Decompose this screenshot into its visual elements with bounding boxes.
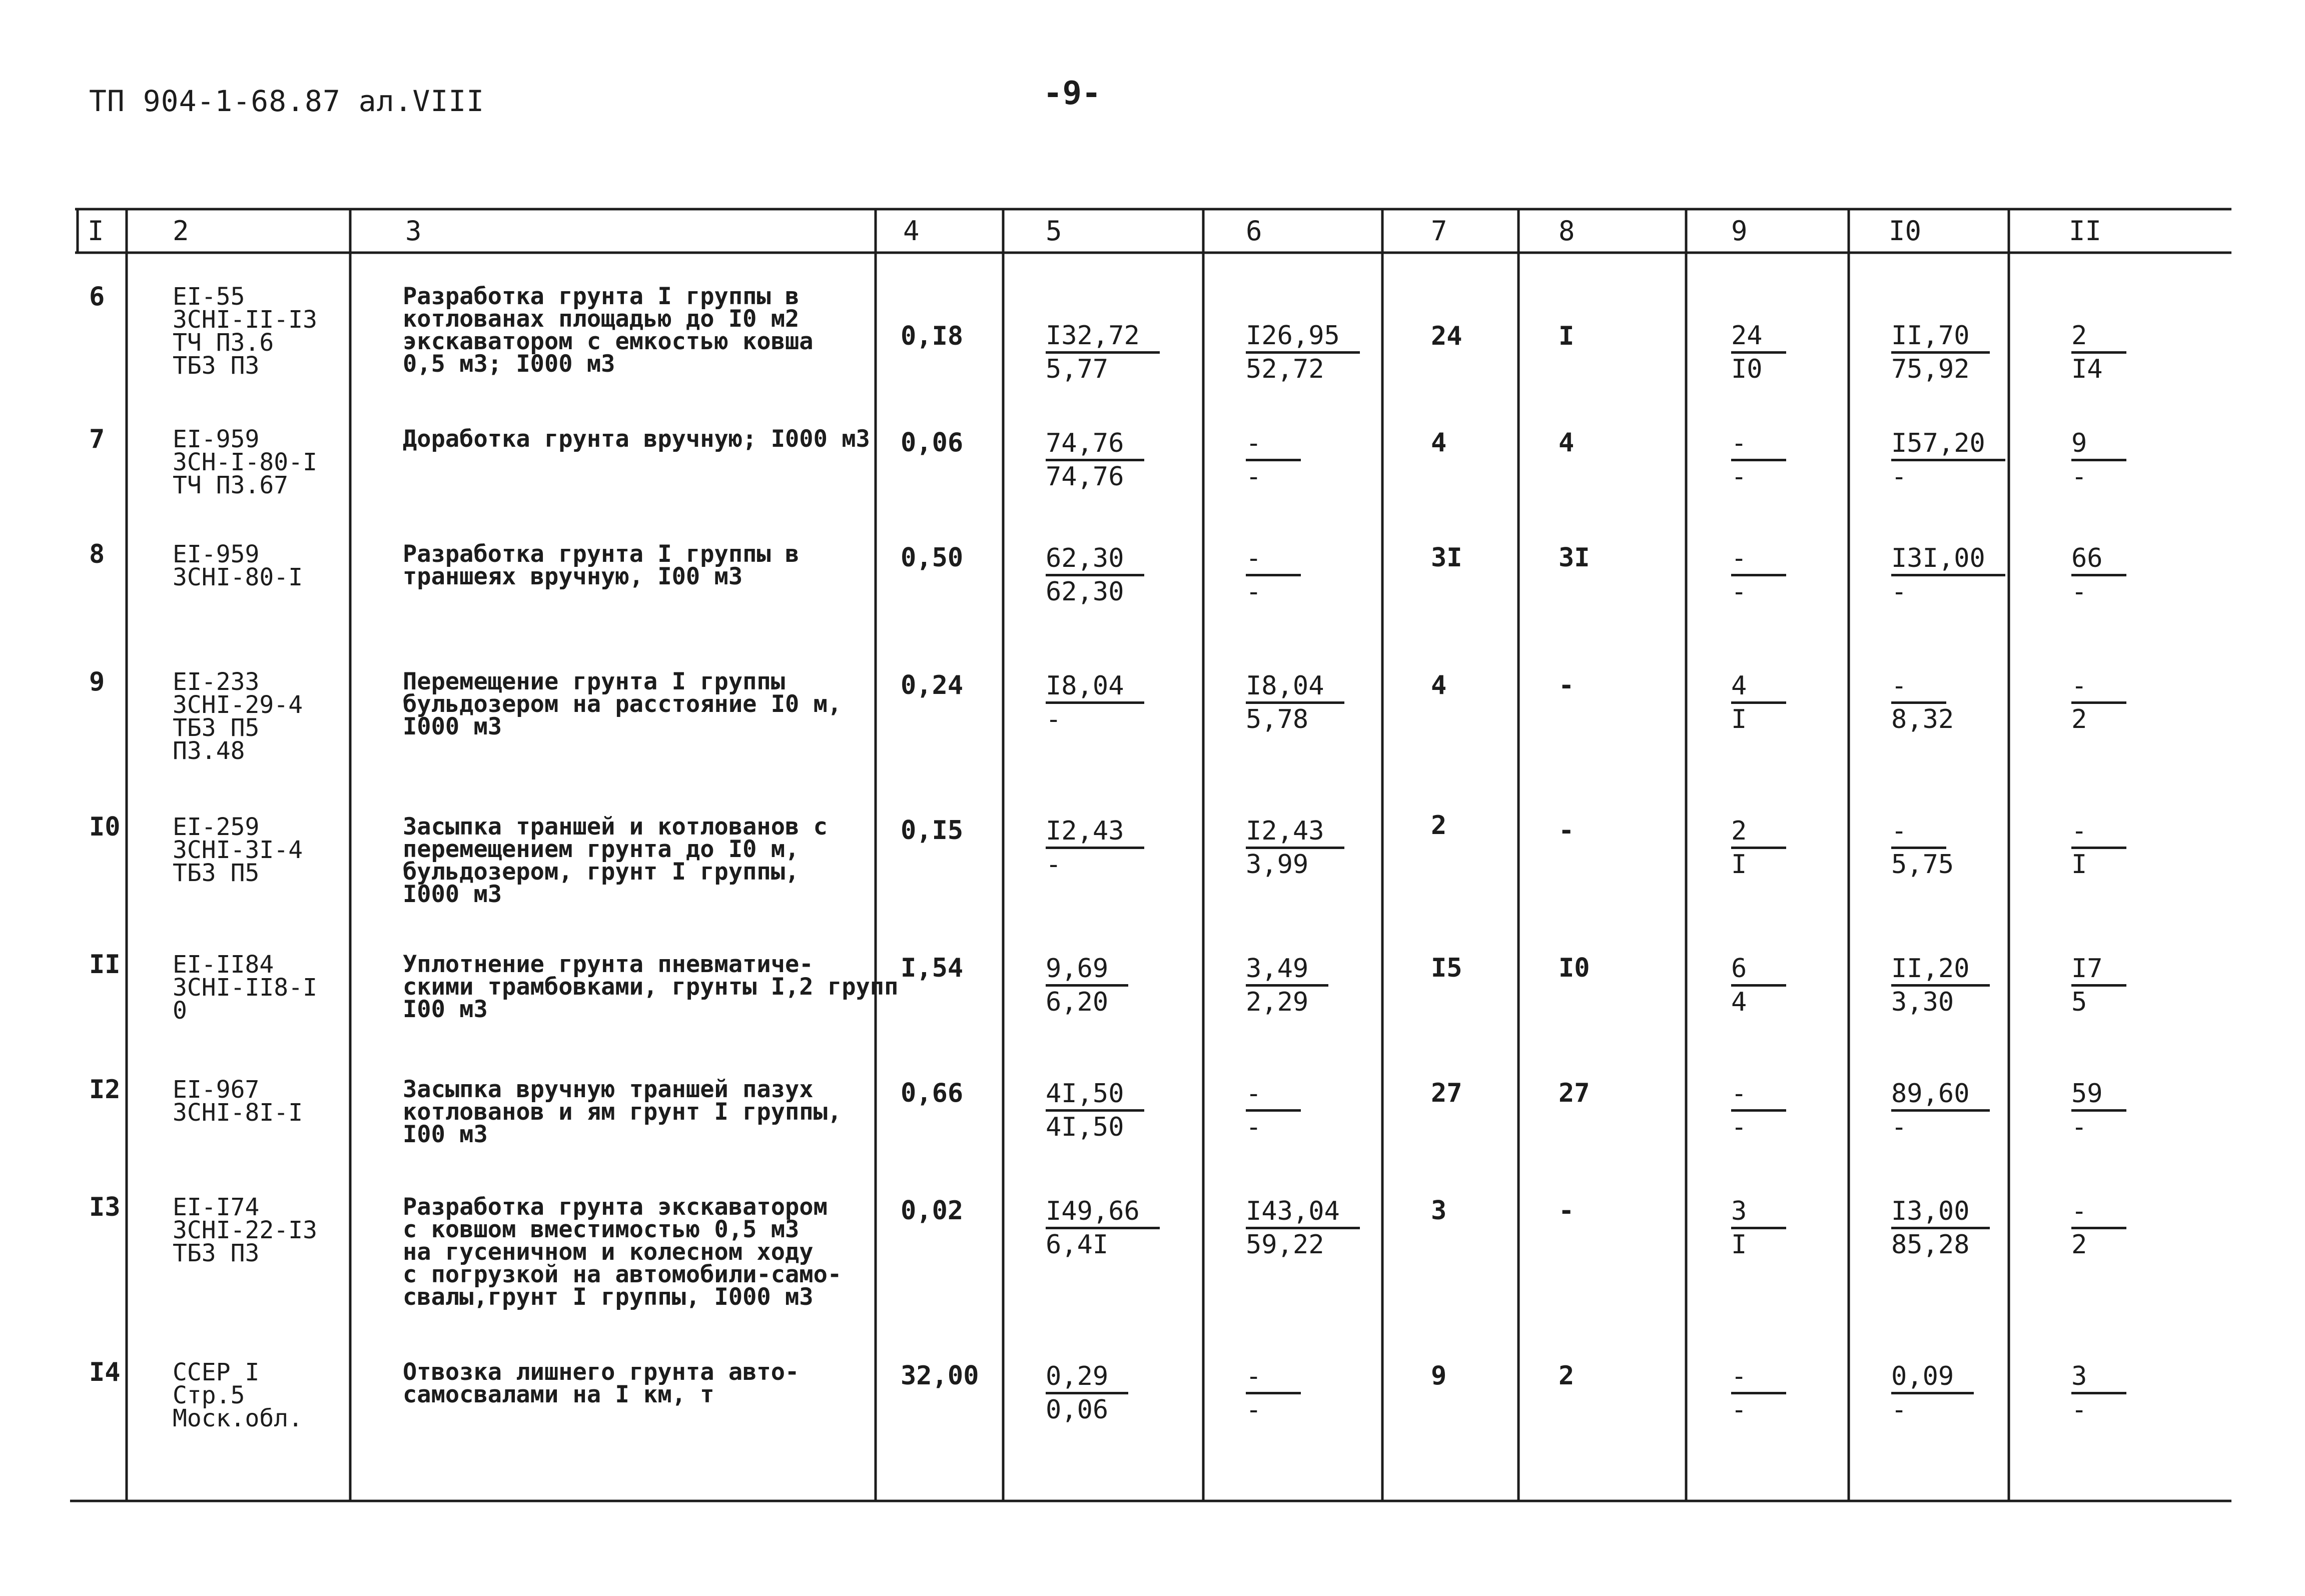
col11-value: 3 -	[2071, 1361, 2126, 1425]
col11-value: - 2	[2071, 670, 2126, 735]
col10-value: $\frac{II,20}{3,30}$	[1891, 953, 1990, 1018]
col5-value: $\frac{62,30}{62,30}$	[1046, 543, 1144, 607]
col10-value: $\frac{II,70}{75,92}$	[1891, 320, 1990, 385]
col10-value: 89,60 -	[1891, 1078, 1990, 1143]
norm-code: EI-55 ЗСНI-II-I3 ТЧ П3.6 ТБ3 П3	[173, 283, 317, 380]
work-description: Засыпка вручную траншей пазух котлованов и ям грунт I группы, I00 м3	[403, 1076, 842, 1148]
col10-value: 0,09 -	[1891, 1361, 1974, 1425]
row-number: 9	[89, 667, 105, 697]
quantity: 0,02	[901, 1196, 964, 1226]
col7-value: I5	[1431, 953, 1462, 983]
col5-value: $\frac{I49,66}{6,4I}$	[1046, 1196, 1160, 1260]
col10-value: $\frac{I3,00}{85,28}$	[1891, 1196, 1990, 1260]
col8-value: -	[1559, 816, 1575, 846]
norm-code: EI-II84 ЗСНI-II8-I 0	[173, 951, 317, 1025]
quantity: 0,I8	[901, 321, 964, 351]
col7-value: 24	[1431, 321, 1462, 351]
col7-value: 3I	[1431, 543, 1462, 573]
col11-value: - 2	[2071, 1196, 2126, 1260]
col11-value: $\frac{2}{I4}$	[2071, 320, 2126, 385]
quantity: I,54	[901, 953, 964, 983]
col9-value: - -	[1731, 543, 1786, 607]
col-header-8: 8	[1559, 215, 1575, 247]
col-header-11: II	[2069, 215, 2102, 247]
col6-value: $\frac{I2,43}{3,99}$	[1246, 816, 1344, 880]
col8-value: 4	[1559, 428, 1575, 458]
col5-value: I2,43 -	[1046, 816, 1144, 880]
col7-value: 4	[1431, 428, 1447, 458]
work-description: Разработка грунта I группы в траншеях вручную, I00 м3	[403, 540, 800, 590]
row-number: I4	[89, 1357, 121, 1387]
col8-value: -	[1559, 1196, 1575, 1226]
norm-code: EI-967 ЗСНI-8I-I	[173, 1076, 303, 1127]
col7-value: 9	[1431, 1361, 1447, 1391]
col-header-4: 4	[903, 215, 920, 247]
work-description: Разработка грунта экскаватором с ковшом вместимостью 0,5 м3 на гусеничном и колесном ходу с погрузкой на автомобили-само- свалы,грунт I группы, I000 м3	[403, 1193, 842, 1311]
col5-value: $\frac{9,69}{6,20}$	[1046, 953, 1128, 1018]
col8-value: I0	[1559, 953, 1590, 983]
document-code: ТП 904-1-68.87 ал.VIII	[89, 84, 485, 118]
col9-value: $\frac{2}{I}$	[1731, 816, 1786, 880]
col7-value: 4	[1431, 670, 1447, 700]
col11-value: 9 -	[2071, 428, 2126, 492]
col5-value: $\frac{I32,72}{5,77}$	[1046, 320, 1160, 385]
col-header-7: 7	[1431, 215, 1447, 247]
col-header-5: 5	[1046, 215, 1062, 247]
row-number: 7	[89, 424, 105, 454]
col-header-3: 3	[405, 215, 422, 247]
quantity: 0,50	[901, 543, 964, 573]
col11-value: - I	[2071, 816, 2126, 880]
quantity: 0,66	[901, 1078, 964, 1108]
col8-value: I	[1559, 321, 1575, 351]
col10-value: - 8,32	[1891, 671, 1954, 734]
col5-value: $\frac{74,76}{74,76}$	[1046, 428, 1144, 492]
col5-value: $\frac{4I,50}{4I,50}$	[1046, 1078, 1144, 1143]
work-description: Уплотнение грунта пневматиче- скими трамбовками, грунты I,2 групп I00 м3	[403, 951, 899, 1023]
col9-value: - -	[1731, 428, 1786, 492]
work-description: Засыпка траншей и котлованов с перемещением грунта до I0 м, бульдозером, грунт I группы, I000 м3	[403, 813, 828, 908]
row-number: II	[89, 950, 121, 980]
work-description: Доработка грунта вручную; I000 м3	[403, 425, 870, 453]
col8-value: 27	[1559, 1078, 1590, 1108]
col10-value: - 5,75	[1891, 816, 1954, 880]
col6-value: $\frac{3,49}{2,29}$	[1246, 953, 1328, 1018]
col-header-1: I	[88, 215, 104, 247]
row-number: I3	[89, 1192, 121, 1222]
col6-value: $\frac{I8,04}{5,78}$	[1246, 670, 1344, 735]
row-number: I0	[89, 812, 121, 842]
col7-value: 27	[1431, 1078, 1462, 1108]
row-number: 8	[89, 539, 105, 569]
col6-value: - -	[1246, 1361, 1301, 1425]
col9-value: $\frac{3}{I}$	[1731, 1196, 1786, 1260]
row-number: I2	[89, 1075, 121, 1105]
norm-code: EI-233 ЗСНI-29-4 ТБ3 П5 П3.48	[173, 668, 303, 765]
col6-value: - -	[1246, 1078, 1301, 1143]
norm-code: EI-959 ЗСН-I-80-I ТЧ П3.67	[173, 425, 317, 499]
quantity: 0,06	[901, 428, 964, 458]
quantity: 32,00	[901, 1361, 979, 1391]
col-header-10: I0	[1889, 215, 1922, 247]
col9-value: $\frac{4}{I}$	[1731, 670, 1786, 735]
col-header-2: 2	[173, 215, 189, 247]
row-number: 6	[89, 282, 105, 312]
norm-code: ССЕР I Стр.5 Моск.обл.	[173, 1358, 303, 1432]
col8-value: -	[1559, 670, 1575, 700]
col6-value: $\frac{I26,95}{52,72}$	[1246, 320, 1360, 385]
col7-value: 2	[1431, 811, 1447, 841]
page-number: -9-	[1043, 75, 1101, 112]
col5-value: I8,04 -	[1046, 670, 1144, 735]
col7-value: 3	[1431, 1196, 1447, 1226]
col11-value: $\frac{I7}{5}$	[2071, 953, 2126, 1018]
norm-code: EI-I74 ЗСНI-22-I3 ТБ3 П3	[173, 1193, 317, 1267]
col9-value: - -	[1731, 1078, 1786, 1143]
col11-value: 66 -	[2071, 543, 2126, 607]
quantity: 0,I5	[901, 816, 964, 846]
norm-code: EI-259 ЗСНI-3I-4 ТБ3 П5	[173, 813, 303, 887]
col11-value: 59 -	[2071, 1078, 2126, 1143]
col8-value: 3I	[1559, 543, 1590, 573]
col6-value: - -	[1246, 428, 1301, 492]
col-header-9: 9	[1731, 215, 1748, 247]
col6-value: - -	[1246, 543, 1301, 607]
col-header-6: 6	[1246, 215, 1262, 247]
col9-value: - -	[1731, 1361, 1786, 1425]
norm-code: EI-959 ЗСНI-80-I	[173, 540, 303, 591]
col6-value: $\frac{I43,04}{59,22}$	[1246, 1196, 1360, 1260]
col5-value: $\frac{0,29}{0,06}$	[1046, 1361, 1128, 1425]
col8-value: 2	[1559, 1361, 1575, 1391]
quantity: 0,24	[901, 670, 964, 700]
work-description: Перемещение грунта I группы бульдозером на расстояние I0 м, I000 м3	[403, 668, 842, 740]
col10-value: I3I,00 -	[1891, 543, 2005, 607]
col10-value: I57,20 -	[1891, 428, 2005, 492]
work-description: Отвозка лишнего грунта авто- самосвалами на I км, т	[403, 1358, 800, 1408]
col9-value: $\frac{6}{4}$	[1731, 953, 1786, 1018]
work-description: Разработка грунта I группы в котлованах площадью до I0 м2 экскаватором с емкостью ковша 0,5 м3; I000 м3	[403, 283, 814, 378]
col9-value: $\frac{24}{I0}$	[1731, 320, 1786, 385]
